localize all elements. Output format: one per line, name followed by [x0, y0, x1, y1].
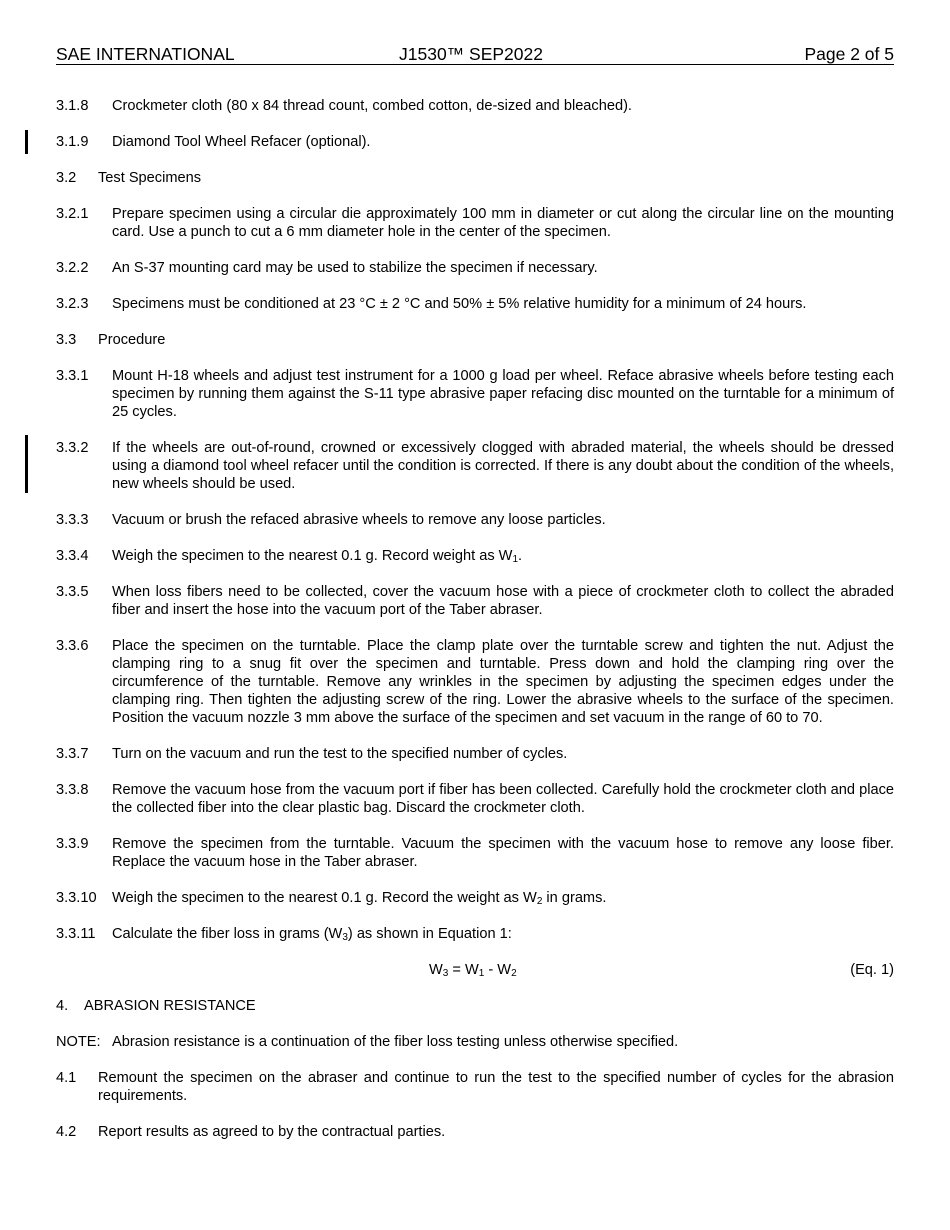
- heading-text: Test Specimens: [98, 170, 202, 186]
- paragraph-number: 4.1: [56, 1070, 77, 1086]
- paragraph-3-3-5: [56, 583, 894, 619]
- heading-4: [56, 997, 894, 1015]
- paragraph-text: Turn on the vacuum and run the test to the specified number of cycles.: [112, 746, 568, 762]
- paragraph-3-1-9: [56, 133, 894, 151]
- paragraph-3-3-2: [56, 439, 894, 493]
- equation-formula: $W_3 = W_1 - W_2$: [429, 962, 517, 979]
- paragraph-text: Remount the specimen on the abraser and continue to run the test to the specified number of cycles for the abrasion requirements.: [98, 1070, 894, 1104]
- paragraph-number: 3.3.8: [56, 782, 89, 798]
- paragraph-4-2: [56, 1123, 894, 1141]
- paragraph-3-2-2: [56, 259, 894, 277]
- heading-number: 3.3: [56, 332, 77, 348]
- paragraph-3-3-6: [56, 637, 894, 727]
- paragraph-number: 3.2.2: [56, 260, 89, 276]
- note: [56, 1033, 894, 1051]
- paragraph-3-3-9: [56, 835, 894, 871]
- paragraph-number: 3.3.9: [56, 836, 89, 852]
- paragraph-text: Weigh the specimen to the nearest 0.1 g. Record weight as $W_1$.: [112, 548, 523, 565]
- paragraph-text: Place the specimen on the turntable. Place the clamp plate over the turntable screw and tighten the nut. Adjust the clamping ring to a snug fit over the specimen and turntable. Press down and hold the clamping ring over the circumference of the turntable. Remove any wrinkles in the specimen by adjusting the specimen edges under the clamping ring. Then tighten the adjusting screw of the ring. Lower the abrasive wheels to the surface of the specimen. Position the vacuum nozzle 3 mm above the surface of the specimen and set vacuum in the range of 60 to 70.: [112, 638, 894, 726]
- paragraph-number: 3.3.4: [56, 548, 89, 564]
- equation-1: [56, 961, 894, 979]
- page-body: [56, 97, 894, 1159]
- header-page-number: Page 2 of 5: [804, 44, 894, 64]
- paragraph-text: Calculate the fiber loss in grams $(W_3)$ as shown in Equation 1:: [112, 926, 512, 943]
- paragraph-text: When loss fibers need to be collected, cover the vacuum hose with a piece of crockmeter cloth to collect the abraded fiber and insert the hose into the vacuum port of the Taber abraser.: [112, 584, 894, 618]
- heading-3-2: [56, 169, 894, 187]
- paragraph-3-3-4: [56, 547, 894, 565]
- paragraph-number: 3.3.5: [56, 584, 89, 600]
- note-text: Abrasion resistance is a continuation of the fiber loss testing unless otherwise specified.: [112, 1034, 679, 1050]
- header-doc-id: J1530™ SEP2022: [399, 44, 543, 64]
- heading-number: 3.2: [56, 170, 77, 186]
- paragraph-text: Weigh the specimen to the nearest 0.1 g. Record the weight as $W_2$ in grams.: [112, 890, 607, 907]
- paragraph-number: 3.3.10: [56, 890, 97, 906]
- header-org: SAE INTERNATIONAL: [56, 44, 235, 64]
- heading-number: 4.: [56, 998, 69, 1014]
- paragraph-3-3-10: [56, 889, 894, 907]
- paragraph-3-3-11: [56, 925, 894, 943]
- paragraph-3-1-8: [56, 97, 894, 115]
- page-header: [56, 44, 894, 65]
- change-bar: [25, 130, 28, 154]
- paragraph-3-3-7: [56, 745, 894, 763]
- heading-text: ABRASION RESISTANCE: [84, 998, 256, 1014]
- heading-text: Procedure: [98, 332, 166, 348]
- paragraph-number: 3.3.6: [56, 638, 89, 654]
- paragraph-3-3-1: [56, 367, 894, 421]
- paragraph-number: 3.2.3: [56, 296, 89, 312]
- change-bar: [25, 435, 28, 493]
- paragraph-text: Diamond Tool Wheel Refacer (optional).: [112, 134, 371, 150]
- paragraph-number: 3.1.8: [56, 98, 89, 114]
- paragraph-text: Prepare specimen using a circular die approximately 100 mm in diameter or cut along the circular line on the mounting card. Use a punch to cut a 6 mm diameter hole in the center of the specimen.: [112, 206, 894, 240]
- paragraph-number: 4.2: [56, 1124, 77, 1140]
- paragraph-4-1: [56, 1069, 894, 1105]
- paragraph-text: Crockmeter cloth (80 x 84 thread count, combed cotton, de-sized and bleached).: [112, 98, 632, 114]
- paragraph-number: 3.3.7: [56, 746, 89, 762]
- paragraph-number: 3.3.3: [56, 512, 89, 528]
- paragraph-3-3-3: [56, 511, 894, 529]
- equation-number: (Eq. 1): [850, 962, 894, 978]
- paragraph-3-3-8: [56, 781, 894, 817]
- paragraph-number: 3.3.1: [56, 368, 89, 384]
- paragraph-text: Vacuum or brush the refaced abrasive wheels to remove any loose particles.: [112, 512, 606, 528]
- heading-3-3: [56, 331, 894, 349]
- paragraph-3-2-3: [56, 295, 894, 313]
- paragraph-number: 3.3.11: [56, 926, 96, 942]
- paragraph-text: If the wheels are out-of-round, crowned or excessively clogged with abraded material, the wheels should be dressed using a diamond tool wheel refacer until the condition is corrected. If there is any doubt about the condition of the wheels, new wheels should be used.: [112, 440, 894, 492]
- paragraph-number: 3.2.1: [56, 206, 89, 222]
- paragraph-text: Remove the specimen from the turntable. Vacuum the specimen with the vacuum hose to remove any loose fiber. Replace the vacuum hose in the Taber abraser.: [112, 836, 894, 870]
- paragraph-number: 3.3.2: [56, 440, 89, 456]
- paragraph-3-2-1: [56, 205, 894, 241]
- paragraph-text: Specimens must be conditioned at 23 °C ± 2 °C and 50% ± 5% relative humidity for a minimum of 24 hours.: [112, 296, 807, 312]
- paragraph-text: An S-37 mounting card may be used to stabilize the specimen if necessary.: [112, 260, 598, 276]
- paragraph-text: Mount H-18 wheels and adjust test instrument for a 1000 g load per wheel. Reface abrasive wheels before testing each specimen by running them against the S-11 type abrasive paper refacing disc mounted on the turntable for a minimum of 25 cycles.: [112, 368, 894, 420]
- paragraph-text: Report results as agreed to by the contractual parties.: [98, 1124, 446, 1140]
- paragraph-number: 3.1.9: [56, 134, 89, 150]
- paragraph-text: Remove the vacuum hose from the vacuum port if fiber has been collected. Carefully hold the crockmeter cloth and place the collected fiber into the clear plastic bag. Discard the crockmeter cloth.: [112, 782, 894, 816]
- note-label: NOTE:: [56, 1034, 101, 1050]
